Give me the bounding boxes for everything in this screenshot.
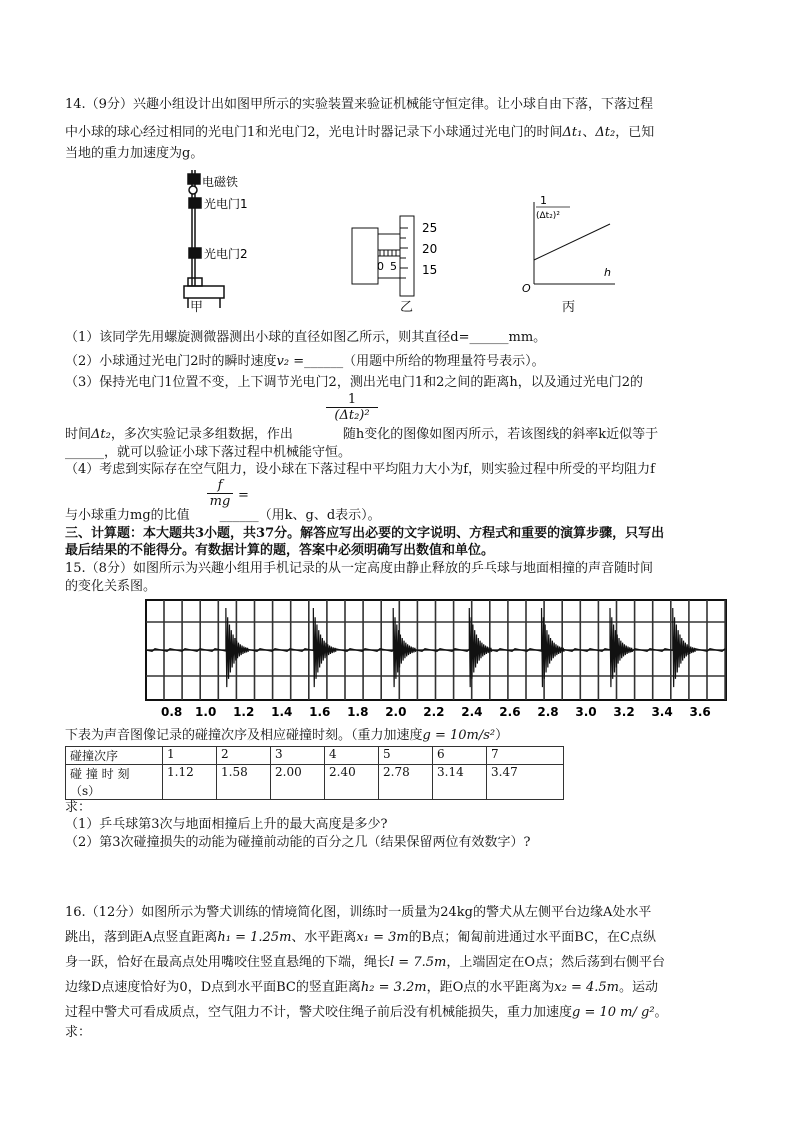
q16-line2b: 、水平距离	[291, 930, 357, 945]
table-cell: 2.40	[325, 765, 379, 800]
q16-x1: x₁ = 3m	[356, 930, 409, 945]
q14-line2-end: ，已知	[615, 125, 655, 140]
q16-line4c: 。运动	[618, 980, 658, 995]
q14-line3: 当地的重力加速度为g。	[65, 146, 204, 161]
q14-p4b-end: ______（用k、g、d表示）。	[219, 508, 381, 523]
q15-s1: （1）乒乓球第3次与地面相撞后上升的最大高度是多少?	[65, 817, 388, 832]
q14-p3b-end: 随h变化的图像如图丙所示，若该图线的斜率k近似等于	[342, 427, 659, 442]
q14-p4-fraction	[207, 478, 233, 509]
q16-line2a: 跳出，落到距A点竖直距离	[65, 930, 218, 945]
table-cell: 5	[379, 747, 433, 765]
table-cell: 4	[325, 747, 379, 765]
q14-p2	[65, 354, 545, 370]
q16-x2: x₂ = 4.5m	[554, 980, 619, 995]
axis-tick-label: 3.4	[651, 705, 673, 719]
label-gate2: 光电门2	[204, 247, 248, 261]
micrometer-drawing	[352, 216, 414, 296]
q14-dt1: Δt₁	[562, 125, 583, 140]
q14-p3-fraction	[326, 392, 378, 424]
frac4-den: mg	[207, 493, 233, 509]
axis-tick-label: 2.4	[461, 705, 483, 719]
table-cell: 1.58	[217, 765, 271, 800]
q14-p3b-mid: ，多次实验记录多组数据，作出	[110, 427, 293, 442]
axis-tick-label: 0.8	[161, 705, 183, 719]
axis-tick-label: 2.6	[499, 705, 521, 719]
table-cell: 3.14	[433, 765, 487, 800]
q16-line5a: 过程中警犬可看成质点，空气阻力不计，警犬咬住绳子前后没有机械能损失，重力加速度	[65, 1005, 573, 1020]
table-cell: 2.00	[271, 765, 325, 800]
axis-tick-label: 3.0	[575, 705, 597, 719]
table-cell: 3	[271, 747, 325, 765]
ylabel-den: (Δt₂)²	[536, 211, 560, 221]
table-cell: 6	[433, 747, 487, 765]
q16-line2	[65, 930, 656, 946]
table-cell: 3.47	[487, 765, 564, 800]
figure-bing	[520, 194, 620, 294]
stand-apparatus	[184, 170, 224, 308]
label-gate1: 光电门1	[204, 197, 248, 211]
q16-line1: 16.（12分）如图所示为警犬训练的情境简化图，训练时一质量为24kg的警犬从左侧平台边缘A处水平	[65, 905, 652, 920]
ylabel-num: 1	[540, 194, 547, 207]
tick-25: 25	[422, 221, 438, 235]
q15-g-value: g = 10m/s²	[422, 728, 496, 743]
q16-h1: h₁ = 1.25m	[217, 930, 292, 945]
q14-p3a: （3）保持光电门1位置不变，上下调节光电门2，测出光电门1和2之间的距离h，以及通过光电门2的	[65, 375, 643, 390]
graph-line	[534, 224, 610, 260]
q16-ask: 求：	[65, 1025, 92, 1040]
frac4-num: f	[217, 478, 223, 493]
q14-line1: 14.（9分）兴趣小组设计出如图甲所示的实验装置来验证机械能守恒定律。让小球自由下落，下落过程	[65, 97, 653, 112]
q14-p1: （1）该同学先用螺旋测微器测出小球的直径如图乙所示，则其直径d=______mm。	[65, 330, 547, 345]
tick-15: 15	[422, 263, 438, 277]
q16-line4b: ，距O点的水平距离为	[426, 980, 555, 995]
axis-tick-label: 1.8	[347, 705, 369, 719]
tick-20: 20	[422, 242, 438, 256]
row2-label: 碰 撞 时 刻	[70, 767, 130, 781]
q15-table-intro	[65, 728, 508, 744]
collision-table	[65, 746, 564, 800]
axis-tick-label: 1.0	[195, 705, 217, 719]
q14-p2b: ______（用题中所给的物理量符号表示）。	[304, 354, 545, 369]
caption-jia: 甲	[190, 300, 204, 315]
sound-graph	[140, 596, 732, 722]
q14-line2-text: 中小球的球心经过相同的光电门1和光电门2，光电计时器记录下小球通过光电门的时间	[65, 125, 563, 140]
table-row-label: 碰撞次序	[66, 747, 163, 765]
q14-p2a: （2）小球通过光电门2时的瞬时速度	[65, 354, 277, 369]
table-cell: 2.78	[379, 765, 433, 800]
axis-tick-label: 2.8	[537, 705, 559, 719]
table-cell: 7	[487, 747, 564, 765]
q14-dt2: Δt₂	[595, 125, 616, 140]
table-cell: 2	[217, 747, 271, 765]
xlabel-h: h	[604, 266, 611, 279]
axis-tick-label: 1.6	[309, 705, 331, 719]
q15-table-intro-text: 下表为声音图像记录的碰撞次序及相应碰撞时刻。（重力加速度	[65, 728, 423, 743]
table-cell: 1	[163, 747, 217, 765]
caption-bing: 丙	[562, 300, 576, 315]
figure-yi	[350, 210, 460, 300]
section3-line1: 三、计算题：本大题共3小题，共37分。解答应写出必要的文字说明、方程式和重要的演算步骤，只写出	[65, 526, 665, 541]
q14-p3b	[65, 427, 658, 443]
q15-table-intro-end: ）	[495, 728, 509, 743]
q15-s2: （2）第3次碰撞损失的动能为碰撞前动能的百分之几（结果保留两位有效数字）?	[65, 835, 531, 850]
table-row-label	[66, 765, 163, 800]
q14-sep: 、	[582, 125, 596, 140]
q14-p3-dt: Δt₂	[91, 427, 111, 442]
section3-line2: 最后结果的不能得分。有数据计算的题，答案中必须明确写出数值和单位。	[65, 543, 495, 558]
q16-line2c: 的B点；匍匐前进通过水平面BC，在C点纵	[408, 930, 656, 945]
table-cell: 1.12	[163, 765, 217, 800]
label-electromagnet: 电磁铁	[202, 175, 239, 189]
axis-tick-label: 3.2	[613, 705, 635, 719]
q14-line2	[65, 125, 654, 141]
axis-tick-label: 1.4	[271, 705, 293, 719]
q16-g: g = 10 m/ g²	[572, 1005, 655, 1020]
q14-p4b-pre: 与小球重力mg的比值	[65, 508, 190, 523]
q14-p4-eq: =	[238, 488, 249, 503]
q16-line5b: 。	[654, 1005, 668, 1020]
row2-unit: （s）	[70, 784, 101, 798]
table-row	[66, 765, 564, 800]
sound-graph-ticks	[161, 705, 711, 719]
q16-h2: h₂ = 3.2m	[360, 980, 427, 995]
axis-tick-label: 3.6	[689, 705, 711, 719]
main-scale-0: 0	[377, 260, 384, 273]
main-scale-5: 5	[390, 260, 397, 273]
q14-p4a: （4）考虑到实际存在空气阻力，设小球在下落过程中平均阻力大小为f，则实验过程中所受的平均阻力f	[65, 462, 655, 477]
origin-o: O	[522, 282, 531, 294]
q16-line5	[65, 1005, 668, 1021]
q16-line4	[65, 980, 658, 996]
q15-line2: 的变化关系图。	[65, 579, 157, 594]
frac-num: 1	[347, 392, 357, 407]
q15-line1: 15.（8分）如图所示为兴趣小组用手机记录的从一定高度由静止释放的乒乓球与地面相撞的声音随时间	[65, 561, 653, 576]
table-row	[66, 747, 564, 765]
q16-line3	[65, 955, 665, 971]
q16-line4a: 边缘D点速度恰好为0，D点到水平面BC的竖直距离	[65, 980, 361, 995]
q16-line3a: 身一跃，恰好在最高点处用嘴咬住竖直悬绳的下端，绳长	[65, 955, 391, 970]
q15-ask: 求：	[65, 800, 92, 815]
axis-tick-label: 2.2	[423, 705, 445, 719]
q14-p4b	[65, 508, 381, 524]
q14-p3b-pre: 时间	[65, 427, 92, 442]
axis-tick-label: 2.0	[385, 705, 407, 719]
axis-tick-label: 1.2	[233, 705, 255, 719]
q16-l: l = 7.5m	[390, 955, 447, 970]
figure-jia	[180, 168, 290, 318]
q14-p3c: ______，就可以验证小球下落过程中机械能守恒。	[65, 445, 352, 460]
caption-yi: 乙	[400, 300, 414, 315]
q16-line3b: ，上端固定在O点；然后荡到右侧平台	[446, 955, 666, 970]
q14-p2-v: v₂ =	[276, 354, 305, 369]
frac-den: (Δt₂)²	[326, 407, 378, 424]
